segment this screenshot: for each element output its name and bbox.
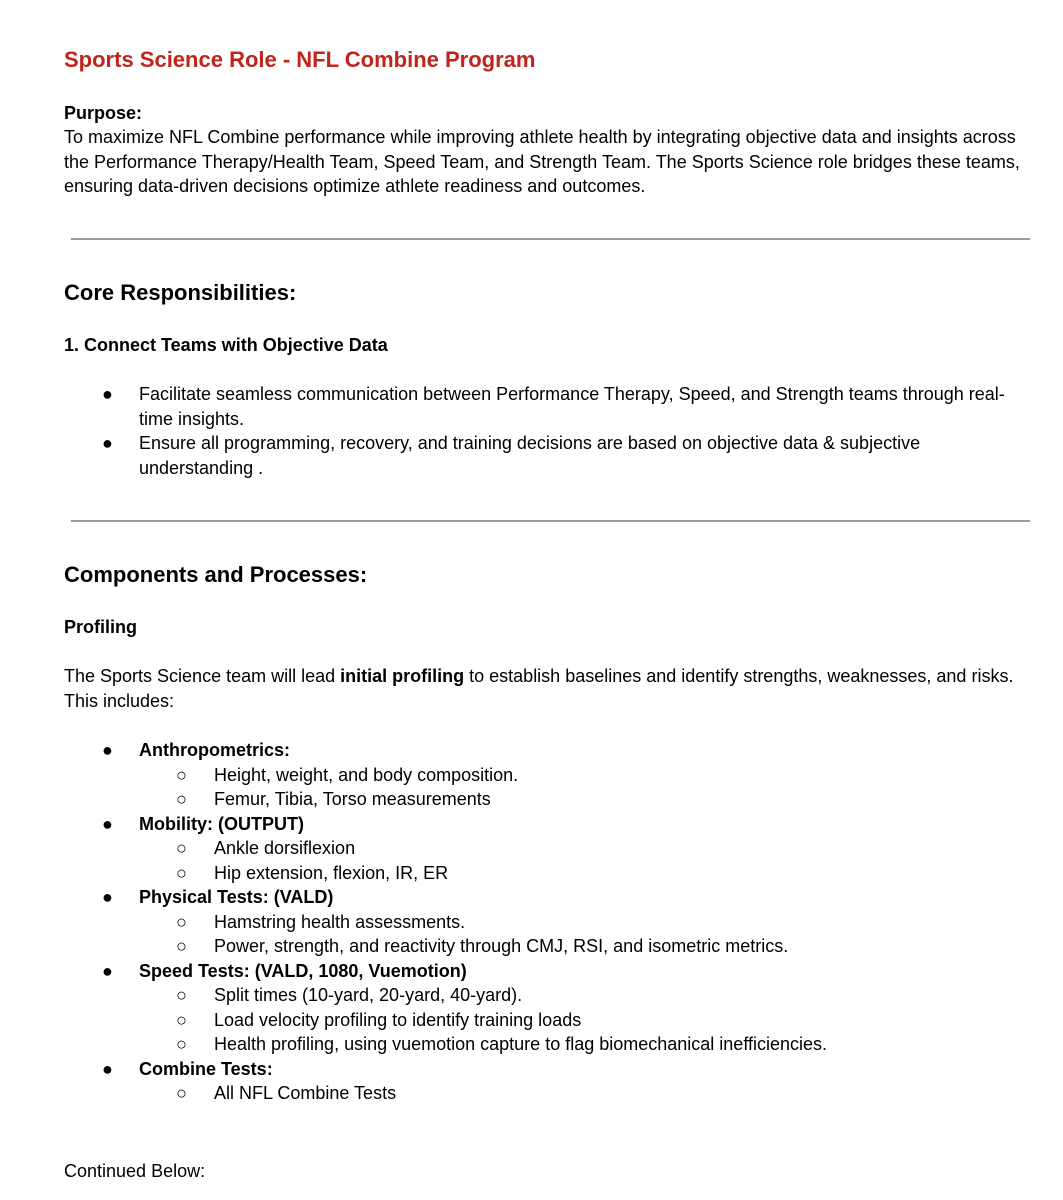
sub-list: [139, 836, 1034, 885]
profiling-intro-bold: initial profiling: [340, 666, 465, 686]
list-item-label: Anthropometrics:: [139, 740, 291, 760]
horizontal-divider: [71, 520, 1030, 522]
sub-list: [139, 763, 1034, 812]
sub-list-item-text: Split times (10-yard, 20-yard, 40-yard).: [214, 985, 523, 1005]
list-item: [64, 885, 1034, 959]
list-item-label: Speed Tests: (VALD, 1080, Vuemotion): [139, 960, 467, 981]
components-heading: Components and Processes:: [64, 562, 368, 587]
sub-list-item-text: Hip extension, flexion, IR, ER: [214, 862, 449, 883]
bullet-icon: ●: [102, 813, 113, 834]
bullet-icon: ●: [102, 887, 113, 907]
sub-list-item-text: All NFL Combine Tests: [214, 1083, 397, 1103]
sub-list-item: [139, 1008, 1034, 1033]
sub-list: [139, 983, 1034, 1057]
sub-list-item: [139, 983, 1034, 1008]
bullet-icon: ●: [102, 384, 113, 404]
hollow-bullet-icon: ○: [176, 1034, 187, 1054]
sub-list-item-text: Health profiling, using vuemotion capture to flag biomechanical inefficiencies.: [214, 1034, 828, 1054]
hollow-bullet-icon: ○: [176, 764, 187, 785]
sub-list-item: [139, 910, 1034, 935]
list-item: [64, 1057, 1034, 1106]
list-item-label: Combine Tests:: [139, 1058, 273, 1079]
bullet-icon: ●: [102, 433, 113, 453]
hollow-bullet-icon: ○: [176, 1009, 187, 1030]
sub-list-item-text: Femur, Tibia, Torso measurements: [214, 789, 491, 809]
purpose-heading: Purpose:: [64, 103, 143, 123]
list-item: [64, 431, 1034, 480]
sub-list-item: [139, 861, 1034, 886]
profiling-list: [64, 738, 1034, 1106]
purpose-text: To maximize NFL Combine performance while improving athlete health by integrating objective data and insights across the Performance Therapy/Health Team, Speed Team, and Strength Team. The Sports Science role bridges these teams, ensuring data-driven decisions optimize athlete readiness and outcomes.: [64, 127, 1020, 196]
bullet-icon: ●: [102, 1058, 113, 1079]
hollow-bullet-icon: ○: [176, 838, 187, 858]
profiling-subheading: Profiling: [64, 617, 137, 637]
bullet-icon: ●: [102, 960, 113, 981]
continued-note: Continued Below:: [64, 1161, 206, 1181]
hollow-bullet-icon: ○: [176, 911, 187, 932]
horizontal-divider: [71, 238, 1030, 240]
connect-teams-subheading: 1. Connect Teams with Objective Data: [64, 335, 388, 355]
sub-list-item-text: Power, strength, and reactivity through CMJ, RSI, and isometric metrics.: [214, 936, 789, 956]
hollow-bullet-icon: ○: [176, 789, 187, 809]
profiling-intro-text: to establish baselines and identify strengths, weaknesses, and risks. This includes:: [64, 666, 1014, 711]
sub-list-item: [139, 836, 1034, 861]
list-item-text: Facilitate seamless communication between Performance Therapy, Speed, and Strength teams through real-time insights.: [139, 384, 1005, 429]
list-item-text: Ensure all programming, recovery, and training decisions are based on objective data & subjective understanding .: [139, 433, 921, 478]
sub-list-item-text: Hamstring health assessments.: [214, 911, 466, 932]
core-responsibilities-heading: Core Responsibilities:: [64, 280, 297, 305]
list-item: [64, 959, 1034, 1057]
bullet-icon: ●: [102, 740, 113, 760]
list-item-label: Physical Tests: (VALD): [139, 887, 334, 907]
list-item: [64, 738, 1034, 812]
profiling-intro: [64, 664, 1024, 713]
hollow-bullet-icon: ○: [176, 936, 187, 956]
list-item: [64, 812, 1034, 886]
hollow-bullet-icon: ○: [176, 1083, 187, 1103]
sub-list-item: [139, 787, 1034, 812]
list-item: [64, 382, 1034, 431]
hollow-bullet-icon: ○: [176, 985, 187, 1005]
hollow-bullet-icon: ○: [176, 862, 187, 883]
sub-list-item: [139, 1032, 1034, 1057]
list-item-label: Mobility: (OUTPUT): [139, 813, 304, 834]
sub-list: [139, 1081, 1034, 1106]
sub-list-item: [139, 763, 1034, 788]
sub-list: [139, 910, 1034, 959]
sub-list-item: [139, 1081, 1034, 1106]
sub-list-item-text: Height, weight, and body composition.: [214, 764, 519, 785]
sub-list-item: [139, 934, 1034, 959]
connect-teams-list: [64, 382, 1034, 480]
profiling-intro-text: The Sports Science team will lead: [64, 666, 341, 686]
document-title: Sports Science Role - NFL Combine Program: [64, 47, 536, 72]
sub-list-item-text: Ankle dorsiflexion: [214, 838, 356, 858]
sub-list-item-text: Load velocity profiling to identify training loads: [214, 1009, 582, 1030]
